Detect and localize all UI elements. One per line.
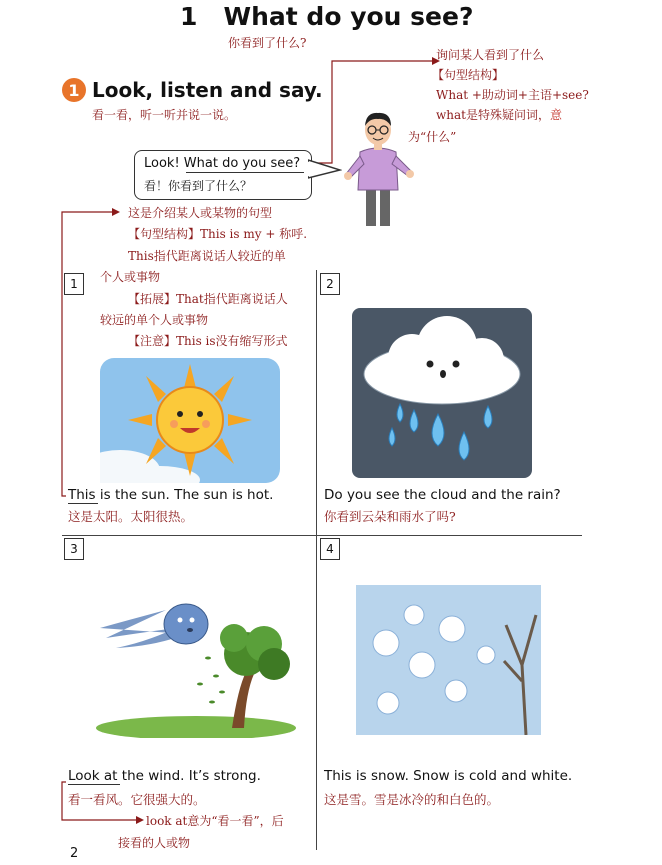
teacher-illustration	[340, 108, 420, 228]
lesson-number: 1	[180, 2, 198, 31]
panel-4-caption-en: This is snow. Snow is cold and white.	[324, 768, 573, 784]
note-tr-line5: 为“什么”	[408, 130, 457, 144]
lesson-title-translation: 你看到了什么?	[228, 36, 307, 50]
bubble-text-zh: 看！你看到了什么？	[144, 179, 253, 193]
note-left-line3: This指代距离说话人较近的单	[128, 249, 286, 263]
bubble-text-en: Look! What do you see?	[144, 156, 301, 171]
panel-1-number: 1	[64, 273, 84, 295]
bubble-underline	[186, 172, 304, 173]
speech-bubble-tail	[308, 158, 342, 182]
grid-divider-vertical	[316, 270, 317, 850]
note-left-line4: 个人或事物	[100, 270, 161, 284]
sun-illustration	[100, 358, 280, 483]
section-subtitle: 看一看，听一听并说一说。	[92, 108, 237, 122]
note-left-line5: 【拓展】That指代距离说话人	[128, 292, 288, 306]
wind-illustration	[96, 588, 296, 738]
panel-3-number: 3	[64, 538, 84, 560]
lesson-title-text: What do you see?	[223, 2, 474, 31]
panel-1-caption-en: This is the sun. The sun is hot.	[68, 487, 274, 503]
note-left-line1: 这是介绍某人或某物的句型	[128, 206, 273, 220]
note-tr-line1: 询问某人看到了什么	[436, 48, 545, 62]
panel-2-caption-zh: 你看到云朵和雨水了吗?	[324, 509, 456, 524]
panel-2-caption-en: Do you see the cloud and the rain?	[324, 487, 561, 503]
panel-2-number: 2	[320, 273, 340, 295]
note-tr-line3: What +助动词+主语+see?	[436, 88, 589, 102]
note-left-line6: 较远的单个人或事物	[100, 313, 209, 327]
panel-3-caption-zh: 看一看风。它很强大的。	[68, 792, 206, 807]
note-left-line2: 【句型结构】This is my + 称呼.	[128, 227, 308, 241]
panel-4-caption-zh: 这是雪。雪是冰冷的和白色的。	[324, 792, 500, 807]
section-title: Look, listen and say.	[92, 78, 323, 102]
panel-3-caption-en: Look at the wind. It’s strong.	[68, 768, 261, 784]
panel-1-caption-zh: 这是太阳。太阳很热。	[68, 509, 194, 524]
grid-divider-horizontal	[62, 535, 582, 536]
note-tr-line4: what是特殊疑问词，意	[436, 108, 562, 122]
snow-illustration	[356, 585, 541, 735]
panel-1-underline	[68, 503, 98, 504]
lesson-title	[180, 2, 473, 31]
bottom-note-arrow	[56, 780, 146, 830]
note-tr-line2: 【句型结构】	[432, 68, 505, 82]
cloud-rain-illustration	[352, 308, 532, 478]
section-badge: 1	[62, 78, 86, 102]
note-bottom-line1: look at意为“看一看”，后	[146, 814, 284, 828]
page-number: 2	[70, 846, 79, 861]
panel-4-number: 4	[320, 538, 340, 560]
note-left-line7: 【注意】This is没有缩写形式	[128, 334, 288, 348]
note-bottom-line2: 接看的人或物	[118, 836, 191, 850]
